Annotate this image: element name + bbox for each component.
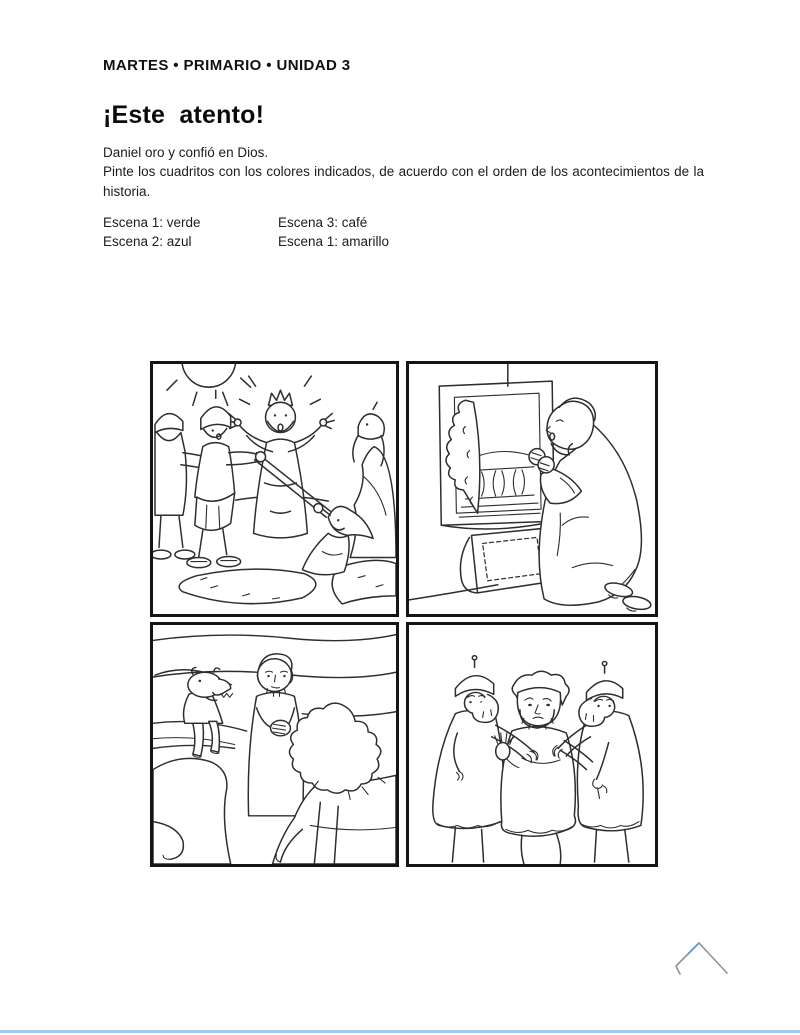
scene-panel-praying-at-window: [406, 361, 658, 617]
instructions: [103, 143, 704, 201]
scene-key-1: Escena 1: verde: [103, 215, 201, 230]
scene-panel-arrest: [406, 622, 658, 867]
coloring-panels-grid: [150, 361, 658, 867]
scene-key-2: Escena 2: azul: [103, 234, 192, 250]
scene-key-3: Escena 3: café: [278, 215, 368, 230]
scene-panel-rescue-from-den: [150, 361, 399, 617]
praying-scene-drawing: [409, 364, 655, 614]
footer-accent-line: [0, 1030, 800, 1033]
logo-mountain-icon: [671, 940, 729, 977]
arrest-scene-drawing: [409, 625, 655, 864]
scene-color-key: [103, 213, 389, 252]
scene-key-4: Escena 1: amarillo: [278, 234, 390, 250]
instructions-line-2: Pinte los cuadritos con los colores indicados, de acuerdo con el orden de los acontecimientos de la historia.: [103, 164, 704, 199]
page-header: MARTES • PRIMARIO • UNIDAD 3: [103, 57, 351, 74]
instructions-line-1: Daniel oro y confió en Dios.: [103, 145, 269, 160]
rescue-scene-drawing: [153, 364, 396, 614]
page-title: ¡Este atento!: [103, 101, 265, 129]
scene-panel-lions-den: [150, 622, 399, 867]
lions-den-scene-drawing: [153, 625, 396, 864]
